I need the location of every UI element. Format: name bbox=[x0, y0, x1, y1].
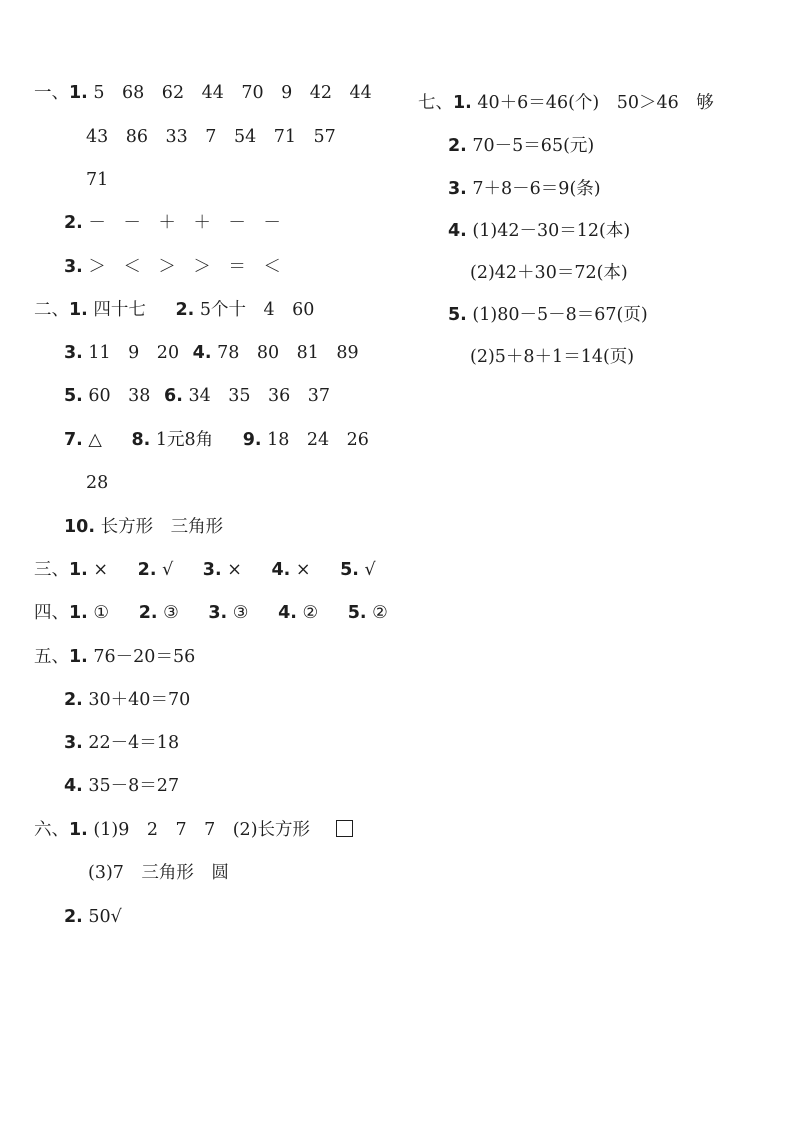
answer-text: △ bbox=[88, 430, 102, 450]
question-number: 3. bbox=[202, 560, 222, 580]
square-shape-icon bbox=[336, 820, 353, 837]
s1-q3 bbox=[64, 252, 281, 282]
answer-text: 40＋6＝46(个) 50＞46 够 bbox=[477, 93, 714, 113]
answer-text: 22－4＝18 bbox=[88, 733, 180, 753]
answer-text: 11 9 20 bbox=[88, 343, 180, 363]
section-label: 三、 bbox=[34, 560, 69, 580]
question-number: 5. bbox=[340, 560, 359, 580]
question-number: 1. bbox=[69, 300, 88, 320]
section-label: 六、 bbox=[34, 820, 69, 840]
answer-text: × bbox=[295, 560, 311, 580]
answer-text: 60 38 bbox=[88, 386, 151, 406]
answer-text: √ bbox=[162, 560, 174, 580]
question-number: 2. bbox=[175, 300, 195, 320]
question-number: 3. bbox=[64, 343, 83, 363]
s5-q1 bbox=[34, 642, 195, 672]
section-label: 一、 bbox=[34, 83, 69, 103]
question-number: 10. bbox=[64, 517, 96, 537]
s2-row1 bbox=[34, 295, 314, 325]
s6-q1-row2: (3)7 三角形 圆 bbox=[88, 863, 229, 883]
section-label: 五、 bbox=[34, 647, 69, 667]
question-number: 2. bbox=[64, 907, 83, 927]
s6-q1-row1 bbox=[34, 815, 353, 845]
question-number: 1. bbox=[69, 83, 88, 103]
s7-q3 bbox=[448, 174, 601, 204]
s2-row4 bbox=[64, 425, 369, 455]
answer-text: 5 68 62 44 70 9 42 44 bbox=[93, 83, 372, 103]
answer-text: 18 24 26 bbox=[267, 430, 369, 450]
s7-q5-row1 bbox=[448, 300, 648, 330]
s4-row bbox=[34, 598, 388, 628]
answer-text: × bbox=[227, 560, 242, 580]
s7-q2 bbox=[448, 131, 594, 161]
s2-row5: 28 bbox=[86, 473, 109, 493]
answer-text: 1元8角 bbox=[155, 430, 214, 450]
s1-q2 bbox=[64, 208, 281, 238]
question-number: 4. bbox=[64, 776, 83, 796]
answer-text: 5个十 4 60 bbox=[199, 300, 315, 320]
s2-row6 bbox=[64, 512, 223, 542]
question-number: 1. bbox=[69, 603, 88, 623]
question-number: 6. bbox=[164, 386, 183, 406]
answer-text: 长方形 三角形 bbox=[100, 517, 224, 537]
question-number: 2. bbox=[64, 213, 83, 233]
s2-row3 bbox=[64, 381, 330, 411]
question-number: 7. bbox=[64, 430, 83, 450]
answer-text: 50√ bbox=[88, 907, 122, 927]
answer-text: ③ bbox=[163, 603, 179, 623]
answer-text: 70－5＝65(元) bbox=[472, 136, 595, 156]
question-number: 3. bbox=[64, 257, 83, 277]
answer-text: 78 80 81 89 bbox=[217, 343, 359, 363]
section-label: 二、 bbox=[34, 300, 69, 320]
s1-q1-row2: 43 86 33 7 54 71 57 bbox=[86, 127, 336, 147]
answer-text: 四十七 bbox=[93, 300, 146, 320]
s7-q1 bbox=[418, 88, 714, 118]
s1-q1-row3: 71 bbox=[86, 170, 109, 190]
answer-text: ① bbox=[93, 603, 110, 623]
question-number: 2. bbox=[64, 690, 83, 710]
answer-text: × bbox=[93, 560, 109, 580]
question-number: 3. bbox=[64, 733, 83, 753]
s5-q2 bbox=[64, 685, 190, 715]
s5-q3 bbox=[64, 728, 179, 758]
question-number: 1. bbox=[69, 647, 88, 667]
answer-text: (1)80－5－8＝67(页) bbox=[472, 305, 648, 325]
question-number: 5. bbox=[64, 386, 83, 406]
answer-text: √ bbox=[364, 560, 376, 580]
question-number: 1. bbox=[69, 560, 88, 580]
answer-text: (1)9 2 7 7 (2)长方形 bbox=[93, 820, 311, 840]
question-number: 4. bbox=[448, 221, 467, 241]
question-number: 2. bbox=[448, 136, 467, 156]
s7-q4-row2: (2)42＋30＝72(本) bbox=[470, 263, 628, 283]
answer-text: 76－20＝56 bbox=[93, 647, 196, 667]
question-number: 1. bbox=[453, 93, 472, 113]
s7-q4-row1 bbox=[448, 216, 630, 246]
s7-q5-row2: (2)5＋8＋1＝14(页) bbox=[470, 347, 635, 367]
answer-text: 30＋40＝70 bbox=[88, 690, 191, 710]
answer-text: ② bbox=[372, 603, 388, 623]
answer-text: 35－8＝27 bbox=[88, 776, 180, 796]
question-number: 5. bbox=[347, 603, 367, 623]
s6-q2 bbox=[64, 902, 122, 932]
question-number: 8. bbox=[131, 430, 151, 450]
question-number: 4. bbox=[278, 603, 297, 623]
answer-text: ③ bbox=[232, 603, 249, 623]
answer-text: 34 35 36 37 bbox=[188, 386, 331, 406]
question-number: 1. bbox=[69, 820, 88, 840]
question-number: 9. bbox=[242, 430, 262, 450]
s1-q1-row1 bbox=[34, 78, 372, 108]
question-number: 5. bbox=[448, 305, 467, 325]
answer-text: － － ＋ ＋ － － bbox=[88, 213, 281, 233]
question-number: 4. bbox=[192, 343, 212, 363]
answer-text: ＞ ＜ ＞ ＞ ＝ ＜ bbox=[88, 257, 281, 277]
answer-text: ② bbox=[302, 603, 319, 623]
section-label: 四、 bbox=[34, 603, 69, 623]
s3-row bbox=[34, 555, 376, 585]
section-label: 七、 bbox=[418, 93, 453, 113]
answer-text: 7＋8－6＝9(条) bbox=[472, 179, 601, 199]
answer-text: (1)42－30＝12(本) bbox=[472, 221, 631, 241]
question-number: 2. bbox=[137, 560, 157, 580]
question-number: 3. bbox=[448, 179, 467, 199]
s2-row2 bbox=[64, 338, 359, 368]
question-number: 4. bbox=[271, 560, 291, 580]
question-number: 3. bbox=[208, 603, 228, 623]
question-number: 2. bbox=[138, 603, 158, 623]
s5-q4 bbox=[64, 771, 179, 801]
